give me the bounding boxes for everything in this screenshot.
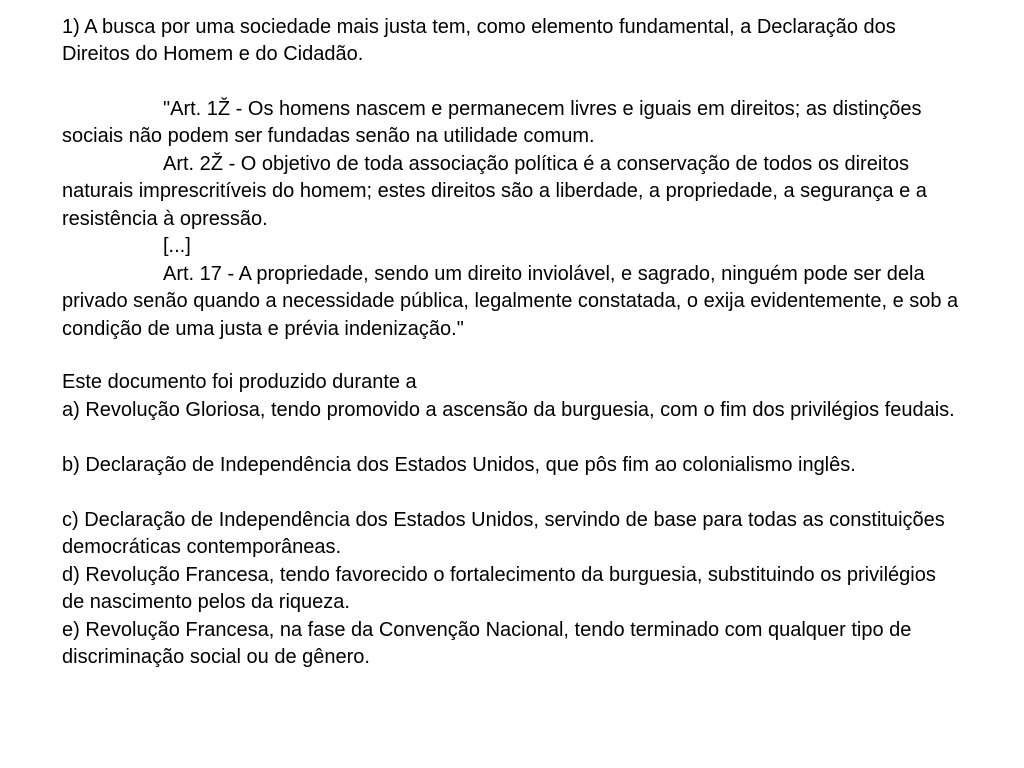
answer-option-e: e) Revolução Francesa, na fase da Convenção Nacional, tendo terminado com qualquer tipo de discriminação social ou de gênero. (62, 619, 912, 669)
answer-option-a: a) Revolução Gloriosa, tendo promovido a ascensão da burguesia, com o fim dos privilégios feudais. (62, 399, 955, 421)
quote-article-2: Art. 2Ž - O objetivo de toda associação política é a conservação de todos os direitos naturais imprescritíveis do homem; estes direitos são a liberdade, a propriedade, a segurança e a resistência à opressão. (62, 153, 927, 230)
quote-article-1: "Art. 1Ž - Os homens nascem e permanecem livres e iguais em direitos; as distinções sociais não podem ser fundadas senão na utilidade comum. (62, 98, 922, 148)
answer-option-b: b) Declaração de Independência dos Estados Unidos, que pôs fim ao colonialismo inglês. (62, 454, 856, 476)
quote-ellipsis: [...] (163, 235, 191, 257)
question-intro: 1) A busca por uma sociedade mais justa tem, como elemento fundamental, a Declaração dos Direitos do Homem e do Cidadão. (62, 16, 896, 66)
quote-article-17: Art. 17 - A propriedade, sendo um direito inviolável, e sagrado, ninguém pode ser dela privado senão quando a necessidade pública, legalmente constatada, o exija evidentemente, e sob a condição de uma justa e prévia indenização." (62, 263, 959, 340)
answer-option-c: c) Declaração de Independência dos Estados Unidos, servindo de base para todas as constituições democráticas contemporâneas. (62, 509, 945, 559)
question-prompt: Este documento foi produzido durante a (62, 371, 417, 393)
answer-option-d: d) Revolução Francesa, tendo favorecido o fortalecimento da burguesia, substituindo os privilégios de nascimento pelos da riqueza. (62, 564, 936, 614)
